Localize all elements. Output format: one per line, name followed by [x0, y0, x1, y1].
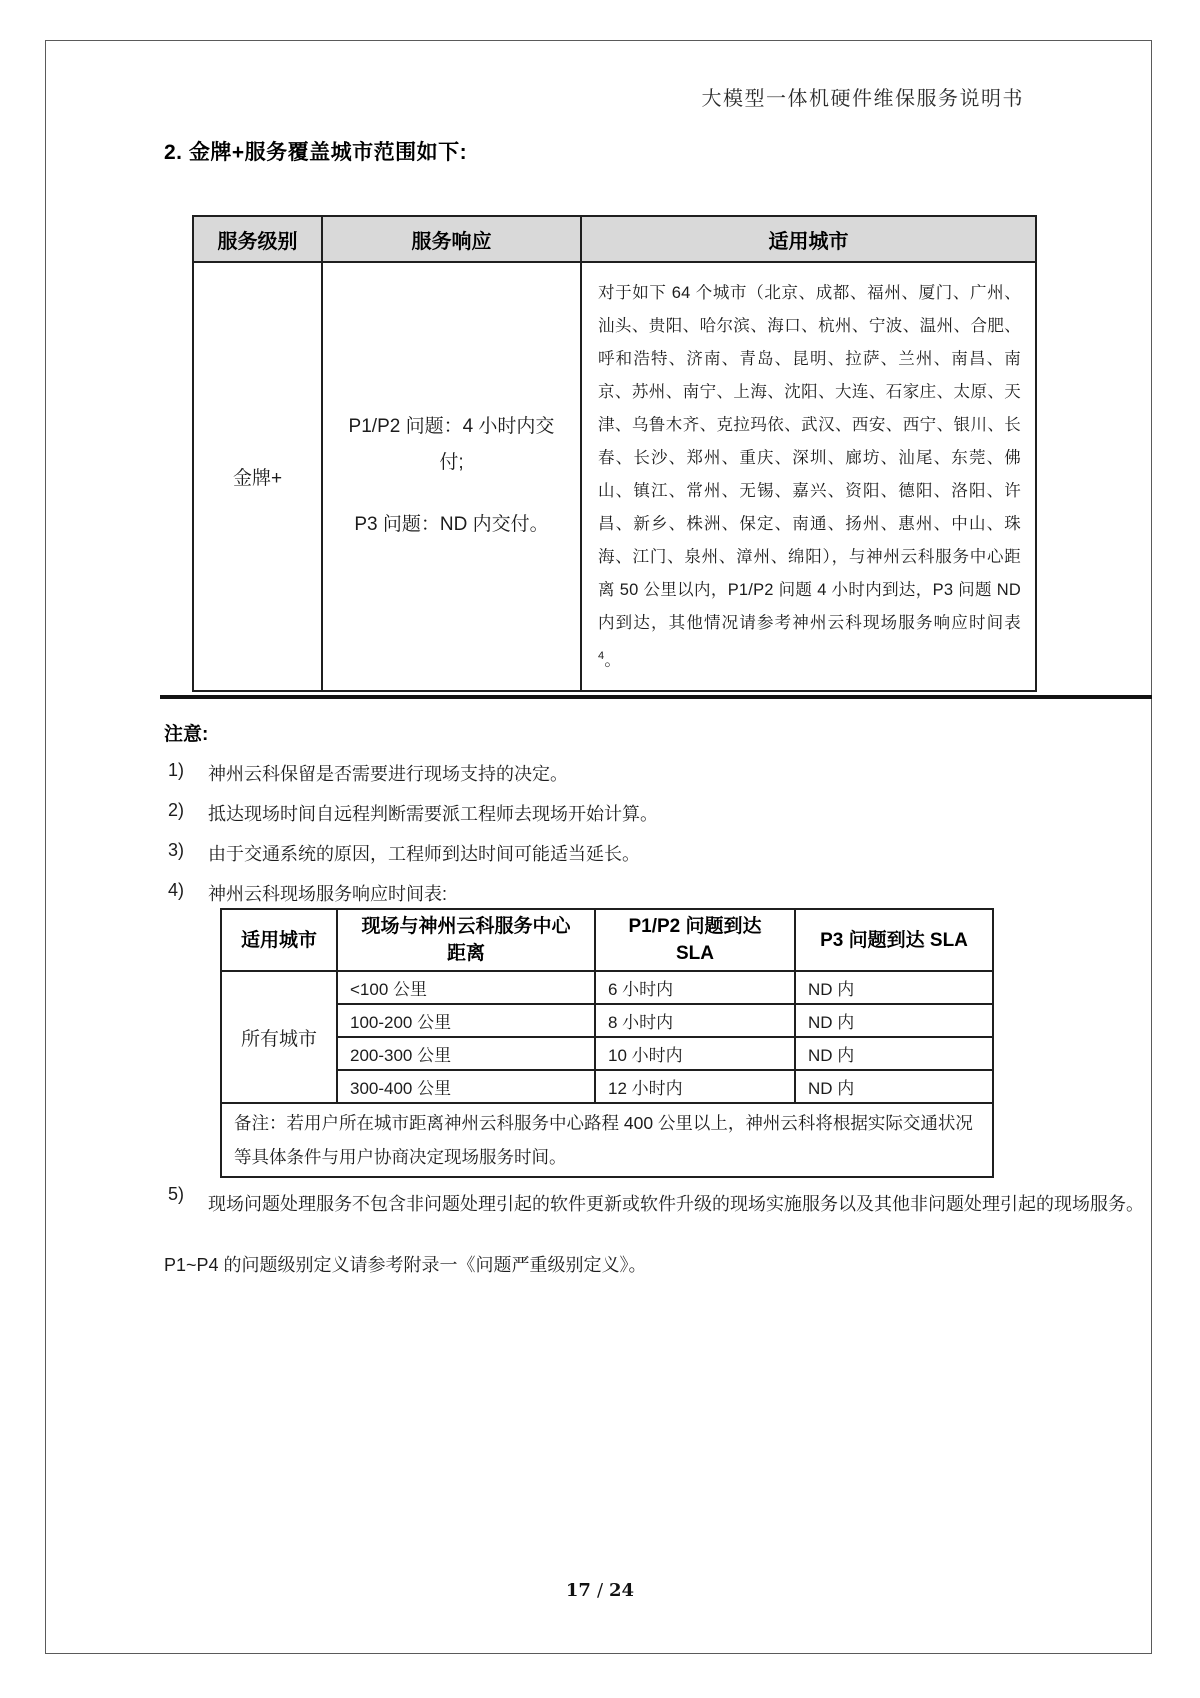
document-header-title: 大模型一体机硬件维保服务说明书	[701, 86, 1024, 110]
sla-header-distance	[337, 909, 595, 971]
p3-sla-cell: ND 内	[795, 1070, 993, 1103]
p12-sla-cell: 8 小时内	[595, 1004, 795, 1037]
sla-remark-cell: 备注：若用户所在城市距离神州云科服务中心路程 400 公里以上，神州云科将根据实际交通状况等具体条件与用户协商决定现场服务时间。	[221, 1103, 993, 1177]
note-item-4	[168, 880, 447, 906]
service-table-header-row	[193, 216, 1036, 262]
sla-table-remark-row	[221, 1103, 993, 1177]
severity-definition-note: P1~P4 的问题级别定义请参考附录一《问题严重级别定义》。	[164, 1255, 647, 1275]
note-number: 5)	[168, 1184, 185, 1204]
note-text: 神州云科现场服务响应时间表:	[208, 884, 447, 904]
sla-header-p12-line1: P1/P2 问题到达	[628, 916, 762, 937]
note-number: 4)	[168, 880, 185, 900]
cities-period: 。	[604, 651, 622, 670]
page-footer	[0, 1580, 1200, 1601]
service-level-cell: 金牌+	[193, 262, 322, 691]
notes-label: 注意:	[164, 724, 209, 745]
note-text: 神州云科保留是否需要进行现场支持的决定。	[208, 764, 568, 784]
section-heading: 2. 金牌+服务覆盖城市范围如下:	[164, 141, 468, 164]
section-divider-rule	[160, 695, 1152, 699]
page-number-total: 24	[609, 1580, 635, 1601]
sla-header-city: 适用城市	[221, 909, 337, 971]
service-table-body-row	[193, 262, 1036, 691]
note-text: 抵达现场时间自远程判断需要派工程师去现场开始计算。	[208, 804, 658, 824]
response-p3-text: P3 问题：ND 内交付。	[354, 514, 549, 536]
note-item-1	[168, 760, 568, 786]
note-item-3	[168, 840, 640, 866]
sla-table-row-3	[221, 1037, 993, 1070]
distance-cell: 200-300 公里	[337, 1037, 595, 1070]
note-number: 3)	[168, 840, 185, 860]
sla-header-p12-line2: SLA	[676, 943, 714, 964]
p12-sla-cell: 6 小时内	[595, 971, 795, 1004]
sla-header-p12	[595, 909, 795, 971]
footnote-reference: 4	[598, 650, 605, 662]
p3-sla-cell: ND 内	[795, 1004, 993, 1037]
service-response-header: 服务响应	[322, 216, 581, 262]
note-text: 现场问题处理服务不包含非问题处理引起的软件更新或软件升级的现场实施服务以及其他非问题处理引起的现场服务。	[208, 1194, 1144, 1214]
p3-sla-cell: ND 内	[795, 1037, 993, 1070]
service-level-header: 服务级别	[193, 216, 322, 262]
response-p12-text: P1/P2 问题：4 小时内交付;	[348, 416, 555, 474]
service-response-cell	[322, 262, 581, 691]
note-text: 由于交通系统的原因，工程师到达时间可能适当延长。	[208, 844, 640, 864]
page-number-separator: /	[596, 1580, 604, 1601]
distance-cell: 300-400 公里	[337, 1070, 595, 1103]
note-item-2	[168, 800, 658, 826]
city-scope-cell: 所有城市	[221, 971, 337, 1103]
applicable-cities-header: 适用城市	[581, 216, 1036, 262]
sla-table-row-2	[221, 1004, 993, 1037]
applicable-cities-cell	[581, 262, 1036, 691]
distance-cell: 100-200 公里	[337, 1004, 595, 1037]
sla-table-row-4	[221, 1070, 993, 1103]
sla-header-distance-line2: 距离	[446, 943, 485, 964]
sla-table-header-row	[221, 909, 993, 971]
sla-response-table	[220, 908, 994, 1178]
note-number: 1)	[168, 760, 185, 780]
page-number-current: 17	[565, 1580, 591, 1601]
p12-sla-cell: 12 小时内	[595, 1070, 795, 1103]
note-item-5	[168, 1184, 1160, 1224]
p3-sla-cell: ND 内	[795, 971, 993, 1004]
distance-cell: <100 公里	[337, 971, 595, 1004]
p12-sla-cell: 10 小时内	[595, 1037, 795, 1070]
sla-table-row-1	[221, 971, 993, 1004]
note-number: 2)	[168, 800, 185, 820]
sla-header-p3: P3 问题到达 SLA	[795, 909, 993, 971]
sla-header-distance-line1: 现场与神州云科服务中心	[361, 916, 571, 937]
cities-paragraph: 对于如下 64 个城市（北京、成都、福州、厦门、广州、汕头、贵阳、哈尔滨、海口、杭州、宁波、温州、合肥、呼和浩特、济南、青岛、昆明、拉萨、兰州、南昌、南京、苏州、南宁、上海、沈阳、大连、石家庄、太原、天津、乌鲁木齐、克拉玛依、武汉、西安、西宁、银川、长春、长沙、郑州、重庆、深圳、廊坊、汕尾、东莞、佛山、镇江、常州、无锡、嘉兴、资阳、德阳、洛阳、许昌、新乡、株洲、保定、南通、扬州、惠州、中山、珠海、江门、泉州、漳州、绵阳），与神州云科服务中心距离 50 公里以内，P1/P2 问题 4 小时内到达，P3 问题 ND 内到达，其他情况请参考神州云科现场服务响应时间表	[598, 284, 1021, 632]
service-coverage-table	[192, 215, 1037, 692]
